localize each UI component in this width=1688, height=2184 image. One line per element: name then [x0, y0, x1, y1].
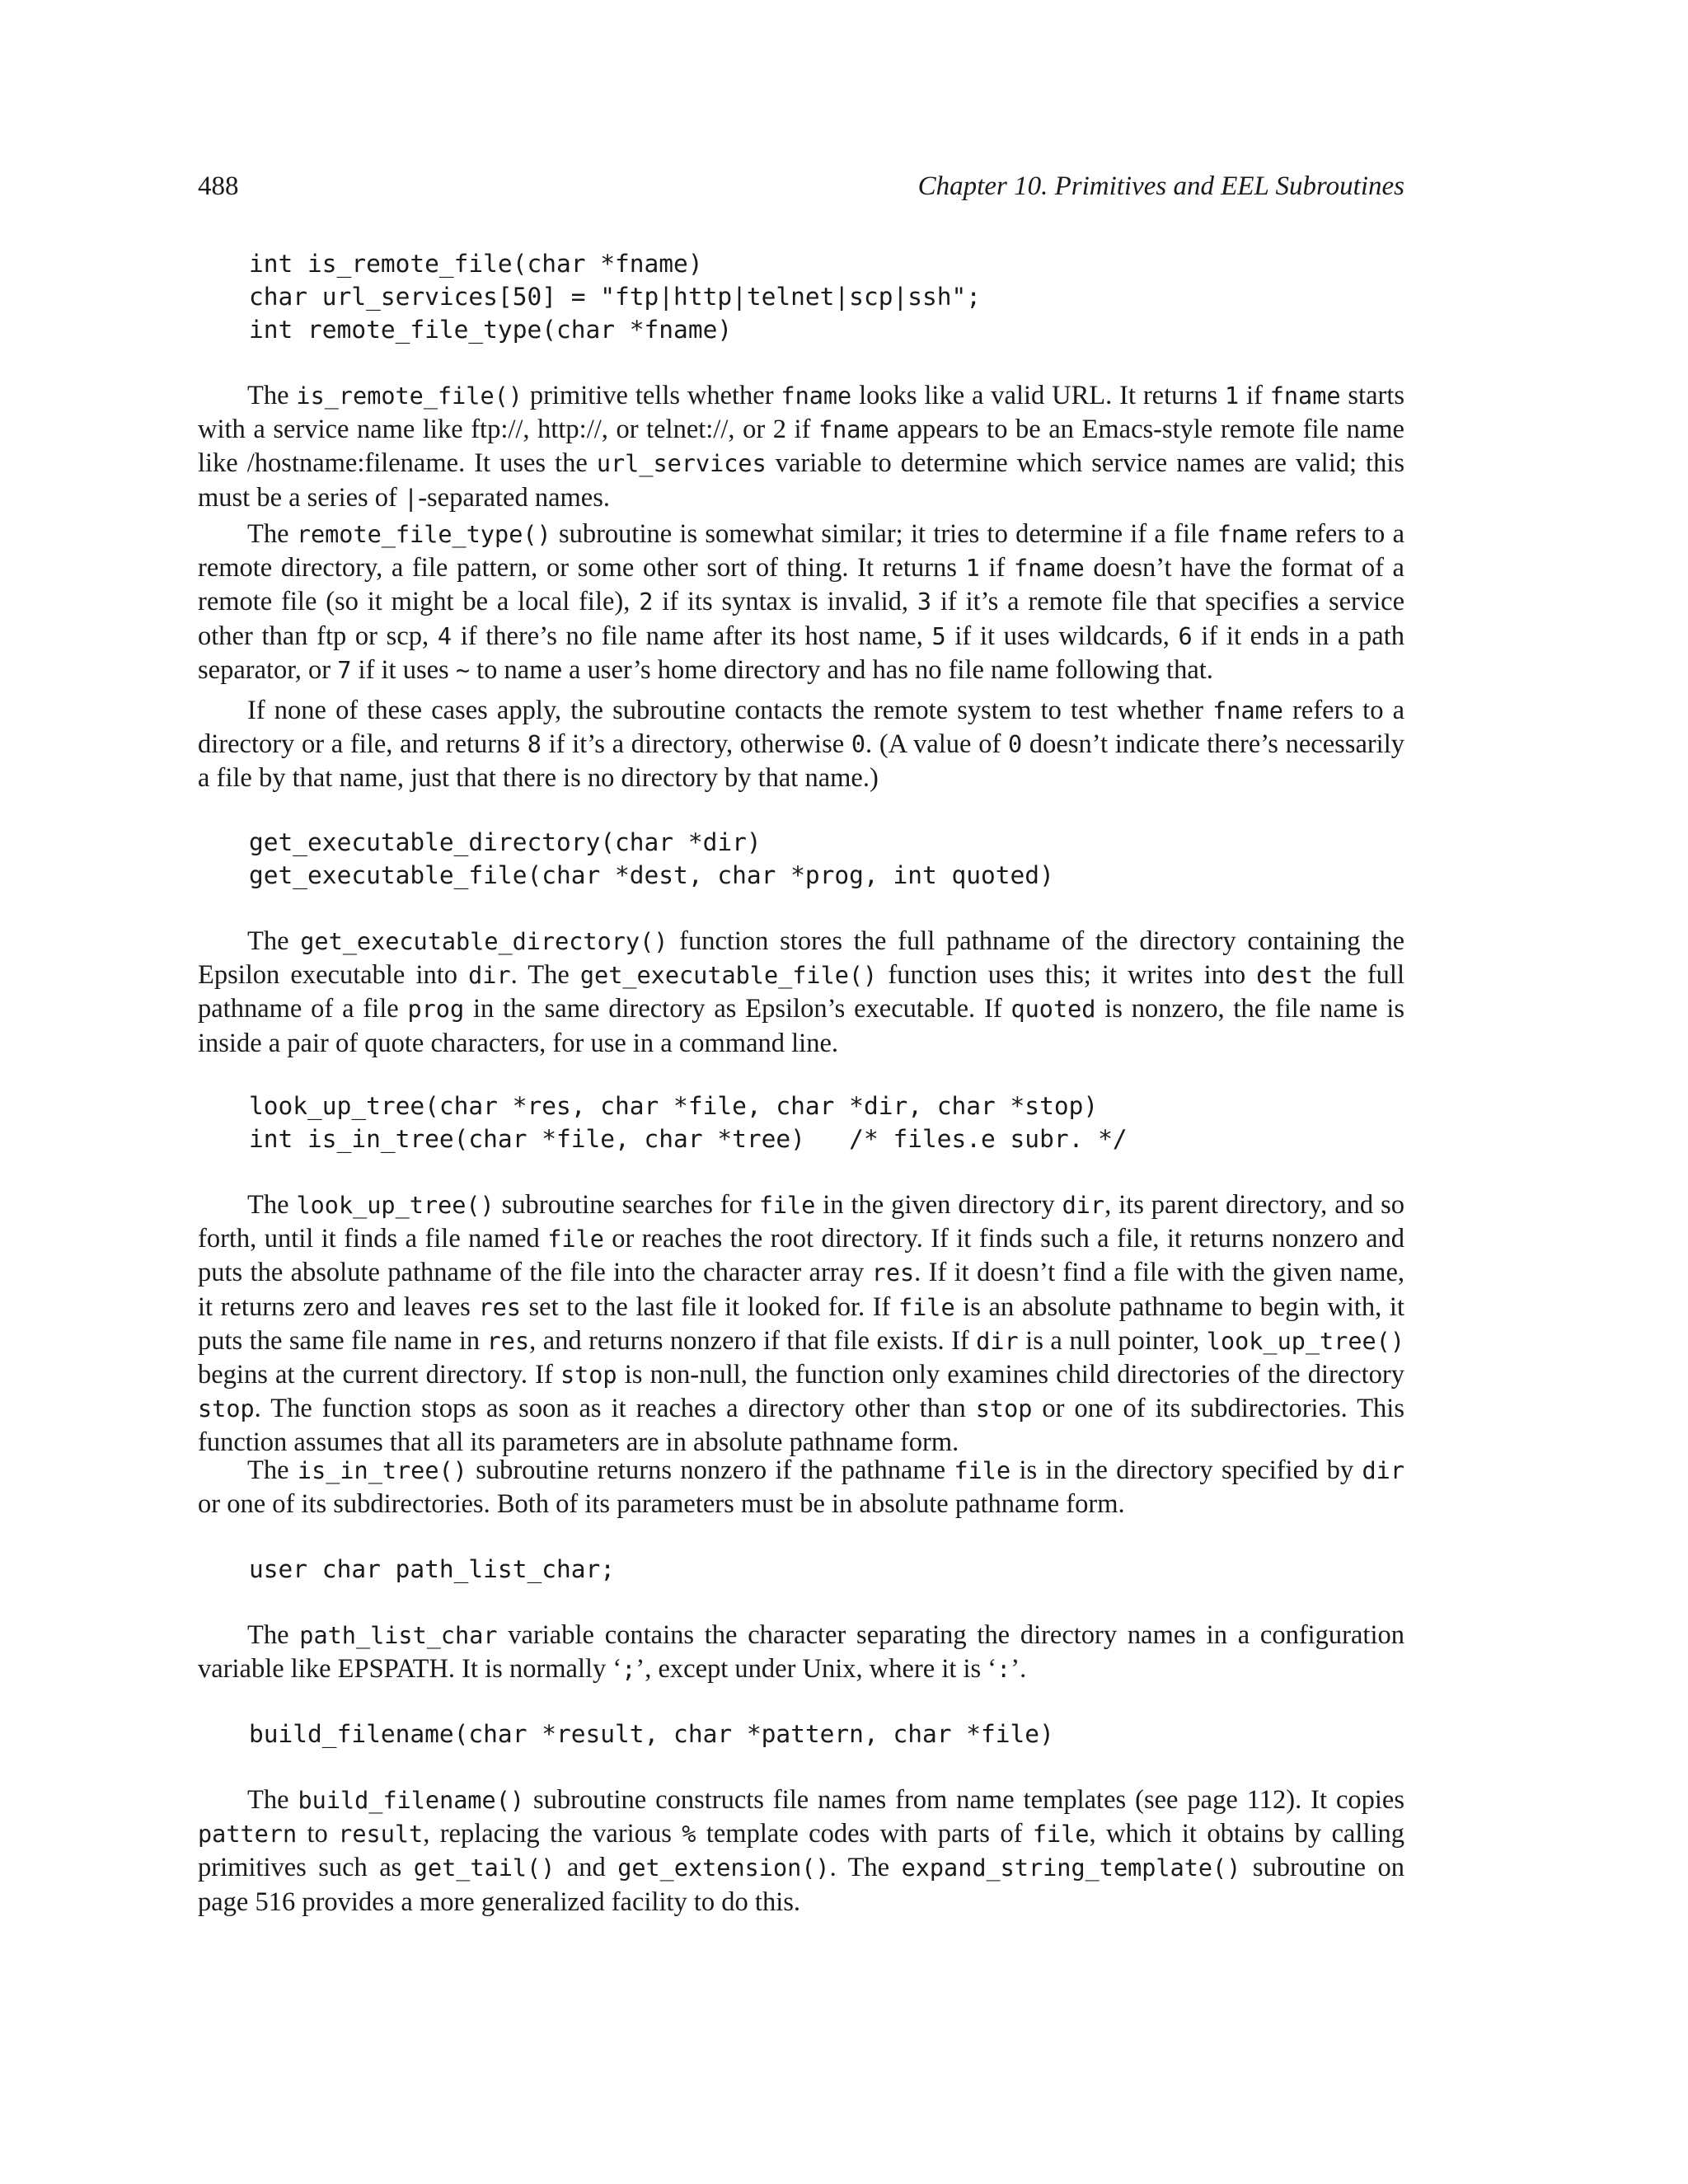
body-text: subroutine returns nonzero if the pathname — [467, 1455, 954, 1485]
inline-code: dir — [976, 1327, 1019, 1355]
code-line: int is_remote_file(char *fname) — [249, 250, 703, 278]
page-number: 488 — [198, 171, 239, 201]
inline-code: 4 — [437, 622, 452, 650]
body-text: The — [247, 1785, 298, 1815]
body-text: . The — [829, 1853, 902, 1883]
inline-code: fname — [1212, 697, 1283, 724]
inline-code: path_list_char — [299, 1622, 498, 1649]
body-text: if — [1239, 381, 1270, 410]
inline-code: res — [486, 1327, 530, 1355]
code-line: int remote_file_type(char *fname) — [249, 316, 733, 344]
code-block-look-up-tree — [249, 1090, 1128, 1155]
body-text: to — [297, 1819, 339, 1849]
body-text: in the same directory as Epsilon’s executable. If — [464, 994, 1011, 1024]
inline-code: dir — [1362, 1457, 1404, 1484]
inline-code: file — [1032, 1821, 1090, 1849]
body-text: , which it obtains by calling primitives such as — [198, 1819, 1405, 1883]
inline-code: fname — [818, 416, 889, 444]
code-line: get_executable_directory(char *dir) — [249, 828, 762, 856]
body-text: appears to be an Emacs-style remote file name like /hostname:filename. It uses the — [198, 415, 1404, 479]
inline-code: stop — [560, 1361, 617, 1390]
inline-code: | — [404, 484, 419, 512]
para-is-in-tree — [198, 1454, 1404, 1521]
para-path-list-char — [198, 1619, 1404, 1686]
body-text: -separated names. — [418, 482, 610, 513]
body-text: to name a user’s home directory and has no file name following that. — [469, 654, 1213, 685]
inline-code: is_remote_file() — [296, 382, 523, 410]
inline-code: is_in_tree() — [297, 1457, 467, 1484]
body-text: is a null pointer, — [1018, 1325, 1207, 1356]
body-text: subroutine searches for — [494, 1190, 759, 1220]
body-text: The — [247, 519, 297, 549]
body-text: primitive tells whether — [522, 381, 781, 410]
inline-code: look_up_tree() — [1206, 1327, 1404, 1355]
inline-code: 8 — [527, 731, 542, 759]
inline-code: stop — [198, 1395, 255, 1423]
inline-code: 1 — [965, 555, 980, 583]
inline-code: 1 — [1224, 382, 1240, 410]
inline-code: fname — [1217, 521, 1288, 548]
inline-code: 0 — [1008, 731, 1023, 759]
inline-code: dir — [468, 962, 511, 990]
inline-code: get_tail() — [413, 1854, 556, 1882]
body-text: if — [979, 553, 1014, 583]
para-build-filename — [198, 1783, 1404, 1919]
body-text: . The — [510, 960, 580, 991]
body-text: if it uses — [351, 654, 456, 685]
body-text: if there’s no file name after its host name, — [452, 621, 932, 651]
code-line: int is_in_tree(char *file, char *tree) /* files.e subr. */ — [249, 1125, 1128, 1153]
body-text: subroutine constructs file names from name templates (see page 112). It copies — [524, 1785, 1404, 1815]
code-block-path-list-char — [249, 1553, 615, 1586]
inline-code: 7 — [337, 656, 352, 684]
body-text: and — [555, 1853, 618, 1883]
body-text: ’. — [1010, 1654, 1027, 1685]
body-text: The — [247, 381, 297, 410]
inline-code: remote_file_type() — [296, 521, 551, 548]
body-text: function stores the full pathname of the directory containing the Epsilon executable into — [198, 926, 1404, 991]
para-get-executable — [198, 925, 1404, 1060]
body-text: The — [247, 926, 301, 956]
body-text: The — [247, 1455, 298, 1485]
body-text: doesn’t have the format of a remote file (so it might be a local file), — [198, 553, 1404, 617]
inline-code: file — [547, 1226, 604, 1254]
code-line: get_executable_file(char *dest, char *prog, int quoted) — [249, 861, 1054, 889]
body-text: set to the last file it looked for. If — [520, 1291, 898, 1322]
inline-code: ; — [621, 1656, 636, 1684]
inline-code: file — [898, 1293, 955, 1321]
body-text: If none of these cases apply, the subroutine contacts the remote system to test whether — [247, 696, 1213, 725]
body-text: or one of its subdirectories. Both of its parameters must be in absolute pathname form. — [198, 1489, 1125, 1520]
inline-code: stop — [975, 1395, 1033, 1423]
body-text: if it ends in a path separator, or — [198, 621, 1404, 685]
inline-code: prog — [407, 996, 465, 1024]
body-text: , its parent directory, and so forth, until it finds a file named — [198, 1190, 1404, 1254]
body-text: or reaches the root directory. If it finds such a file, it returns nonzero and puts the absolute pathname of the file into the character array — [198, 1224, 1404, 1288]
inline-code: : — [996, 1656, 1011, 1684]
inline-code: file — [758, 1192, 816, 1219]
body-text: , replacing the various — [423, 1819, 682, 1849]
body-text: The — [247, 1620, 300, 1650]
inline-code: res — [478, 1293, 521, 1321]
body-text: variable to determine which service names are valid; this must be a series of — [198, 448, 1404, 513]
inline-code: fname — [1013, 555, 1085, 583]
body-text: template codes with parts of — [696, 1819, 1033, 1849]
inline-code: get_extension() — [617, 1854, 830, 1882]
body-text: . If it doesn’t find a file with the given name, it returns zero and leaves — [198, 1258, 1404, 1322]
inline-code: 0 — [851, 731, 866, 759]
body-text: . The function stops as soon as it reaches a directory other than — [254, 1394, 976, 1424]
chapter-title: Chapter 10. Primitives and EEL Subroutines — [917, 171, 1404, 201]
code-line: build_filename(char *result, char *pattern, char *file) — [249, 1720, 1054, 1748]
body-text: in the given directory — [815, 1190, 1062, 1220]
body-text: is an absolute pathname to begin with, it puts the same file name in — [198, 1291, 1404, 1356]
body-text: the full pathname of a file — [198, 960, 1404, 1024]
inline-code: dir — [1062, 1192, 1105, 1219]
body-text: doesn’t indicate there’s necessarily a file by that name, just that there is no directory by that name.) — [198, 729, 1404, 794]
inline-code: dest — [1256, 962, 1313, 990]
body-text: subroutine on page 516 provides a more generalized facility to do this. — [198, 1853, 1404, 1917]
inline-code: 3 — [917, 588, 932, 616]
inline-code: fname — [781, 382, 852, 410]
inline-code: look_up_tree() — [296, 1192, 495, 1219]
body-text: variable contains the character separating the directory names in a configuration variable like EPSPATH. It is normally ‘ — [198, 1620, 1404, 1685]
inline-code: fname — [1269, 382, 1341, 410]
code-line: char url_services[50] = "ftp|http|telnet|scp|ssh"; — [249, 283, 982, 311]
body-text: ’, except under Unix, where it is ‘ — [635, 1654, 997, 1685]
inline-code: 6 — [1178, 622, 1193, 650]
inline-code: res — [871, 1259, 915, 1287]
inline-code: file — [954, 1457, 1011, 1484]
body-text: is non-null, the function only examines child directories of the directory — [617, 1360, 1404, 1390]
body-text: . (A value of — [865, 729, 1008, 760]
inline-code: pattern — [198, 1821, 298, 1849]
inline-code: 5 — [931, 622, 946, 650]
body-text: is in the directory specified by — [1010, 1455, 1362, 1485]
body-text: is nonzero, the file name is inside a pair of quote characters, for use in a command line. — [198, 994, 1404, 1058]
body-text: refers to a directory or a file, and returns — [198, 696, 1405, 760]
body-text: if its syntax is invalid, — [653, 587, 917, 617]
code-block-executable — [249, 826, 1054, 892]
para-is-remote-file — [198, 379, 1404, 515]
body-text: , and returns nonzero if that file exists. If — [529, 1325, 977, 1356]
body-text: if it uses wildcards, — [945, 621, 1179, 651]
running-head — [198, 171, 1404, 208]
code-block-build-filename — [249, 1718, 1054, 1750]
inline-code: % — [682, 1821, 696, 1849]
code-line: look_up_tree(char *res, char *file, char *dir, char *stop) — [249, 1092, 1099, 1120]
inline-code: ~ — [455, 656, 470, 684]
para-look-up-tree — [198, 1188, 1404, 1460]
inline-code: get_executable_file() — [579, 962, 878, 990]
body-text: subroutine is somewhat similar; it tries to determine if a file — [551, 519, 1217, 549]
para-remote-system-test — [198, 694, 1404, 795]
body-text: or one of its subdirectories. This function assumes that all its parameters are in absolute pathname form. — [198, 1394, 1404, 1458]
inline-code: get_executable_directory() — [300, 928, 668, 955]
code-block-remote-file — [249, 247, 981, 346]
code-line: user char path_list_char; — [249, 1555, 616, 1583]
body-text: starts with a service name like ftp://, http://, or telnet://, or 2 if — [198, 381, 1405, 445]
inline-code: build_filename() — [298, 1787, 525, 1814]
body-text: if it’s a directory, otherwise — [541, 729, 851, 760]
para-remote-file-type — [198, 518, 1404, 687]
body-text: looks like a valid URL. It returns — [851, 381, 1225, 410]
body-text: refers to a remote directory, a file pattern, or some other sort of thing. It returns — [198, 519, 1405, 583]
body-text: begins at the current directory. If — [198, 1360, 560, 1390]
body-text: function uses this; it writes into — [877, 960, 1257, 991]
body-text: if it’s a remote file that specifies a service other than ftp or scp, — [198, 587, 1405, 651]
inline-code: result — [338, 1821, 424, 1849]
inline-code: 2 — [639, 588, 654, 616]
inline-code: expand_string_template() — [901, 1854, 1241, 1882]
body-text: The — [247, 1190, 297, 1220]
inline-code: url_services — [596, 450, 767, 478]
inline-code: quoted — [1010, 996, 1096, 1024]
